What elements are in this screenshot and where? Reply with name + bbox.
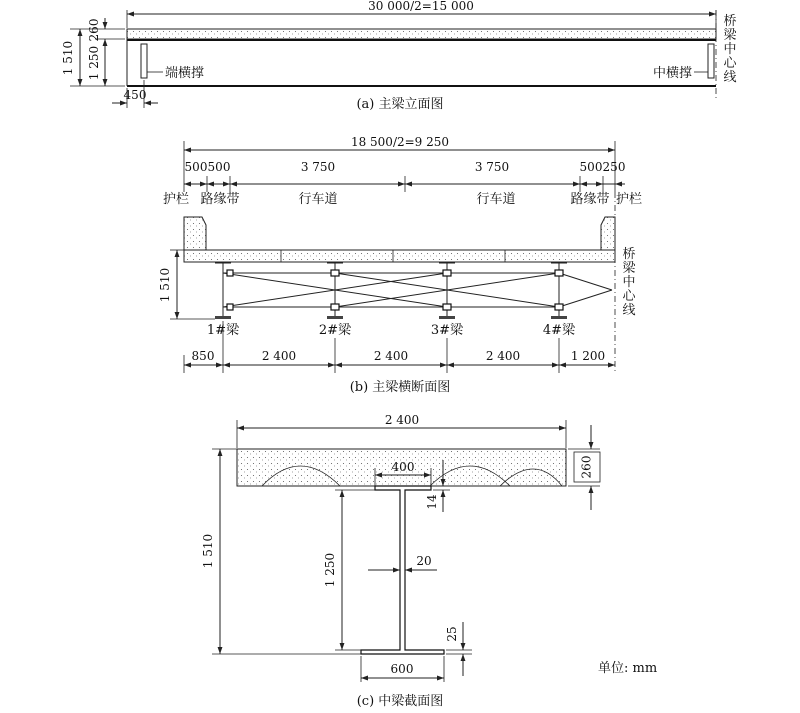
centerline-char: 桥 (622, 247, 636, 262)
centerline-char: 线 (723, 70, 737, 85)
girder-section-caption: (c) 中梁截面图 (356, 694, 444, 709)
bottom-dim-label: 2 400 (373, 349, 409, 363)
gusset-plate (555, 270, 563, 276)
girder-1-label: 1#梁 (206, 323, 240, 338)
bottom-flange-thickness-label: 25 (445, 626, 459, 642)
centerline-char: 线 (622, 303, 636, 318)
slab-width-label: 2 400 (384, 413, 420, 427)
elevation-caption: (a) 主梁立面图 (356, 97, 444, 112)
girder-4-label: 4#梁 (542, 323, 576, 338)
gusset-plate (331, 270, 339, 276)
segment-dim-label: 500 (184, 160, 208, 174)
brace-end (559, 290, 612, 307)
bottom-flange-width-label: 600 (390, 662, 414, 676)
top-flange-thickness-label: 14 (425, 494, 439, 510)
lane-2-label: 行车道 (476, 192, 516, 207)
cross-bracing (223, 270, 612, 310)
gusset-plate (443, 270, 451, 276)
centerline-char: 梁 (622, 261, 636, 276)
centerline-char: 心 (622, 289, 636, 304)
mid-brace-shape (708, 44, 714, 78)
deck-depth-label: 260 (87, 18, 101, 42)
cross-depth-label: 1 510 (158, 267, 172, 303)
gusset-plate (331, 304, 339, 310)
segment-dim-label: 3 750 (300, 160, 336, 174)
girder-total-depth-label: 1 510 (201, 533, 215, 569)
segment-dim-label: 250 (602, 160, 626, 174)
girder-bottom-flange (439, 316, 455, 319)
elevation-view (61, 0, 737, 112)
elevation-centerline-label (723, 13, 737, 85)
total-depth-label: 1 510 (61, 40, 75, 76)
gusset-plate (443, 304, 451, 310)
girder-2-label: 2#梁 (318, 323, 352, 338)
girder-bottom-flange (215, 316, 231, 319)
girder-section-view (201, 413, 657, 709)
unit-label: 单位: mm (598, 661, 658, 676)
centerline-char: 桥 (723, 14, 737, 29)
end-offset-label: 450 (123, 88, 147, 102)
elevation-deck-slab (127, 29, 716, 39)
railing-right-label: 护栏 (615, 192, 643, 207)
gusset-plate (555, 304, 563, 310)
end-brace-shape (141, 44, 147, 78)
segment-dim-label: 500 (207, 160, 231, 174)
segment-dim-label: 3 750 (474, 160, 510, 174)
lane-1-label: 行车道 (298, 192, 338, 207)
centerline-char: 中 (723, 42, 737, 57)
bottom-dim-label: 850 (191, 349, 215, 363)
centerline-char: 心 (723, 56, 737, 71)
gusset-plate (227, 304, 233, 310)
curb-right-label: 路缘带 (570, 192, 610, 207)
cross-section-caption: (b) 主梁横断面图 (349, 380, 451, 395)
web-height-label: 1 250 (323, 552, 337, 588)
curb-left-label: 路缘带 (200, 192, 240, 207)
bottom-dim-label: 2 400 (261, 349, 297, 363)
bottom-dim-label: 2 400 (485, 349, 521, 363)
girder-depth-label: 1 250 (87, 45, 101, 81)
span-dimension-label: 30 000/2=15 000 (368, 0, 474, 13)
end-brace-label: 端横撑 (165, 66, 205, 81)
girder-3-label: 3#梁 (430, 323, 464, 338)
cross-section-deck-slab (184, 250, 615, 262)
railing-left (184, 217, 206, 250)
centerline-char: 中 (622, 275, 636, 290)
railing-left-label: 护栏 (162, 192, 190, 207)
railing-right (601, 217, 615, 250)
girder-bottom-flange (551, 316, 567, 319)
slab-thickness-label: 260 (579, 455, 594, 479)
centerline-char: 梁 (723, 28, 737, 43)
total-width-label: 18 500/2=9 250 (350, 135, 450, 149)
bottom-dim-label: 1 200 (570, 349, 606, 363)
web-thickness-label: 20 (416, 554, 432, 568)
brace-end (559, 273, 612, 290)
top-flange-width-label: 400 (391, 460, 415, 474)
cross-section-centerline-label (622, 246, 636, 318)
cross-section-view (158, 135, 642, 395)
segment-dim-label: 500 (579, 160, 603, 174)
mid-brace-label: 中横撑 (652, 66, 692, 81)
girder-bottom-flange (327, 316, 343, 319)
gusset-plate (227, 270, 233, 276)
